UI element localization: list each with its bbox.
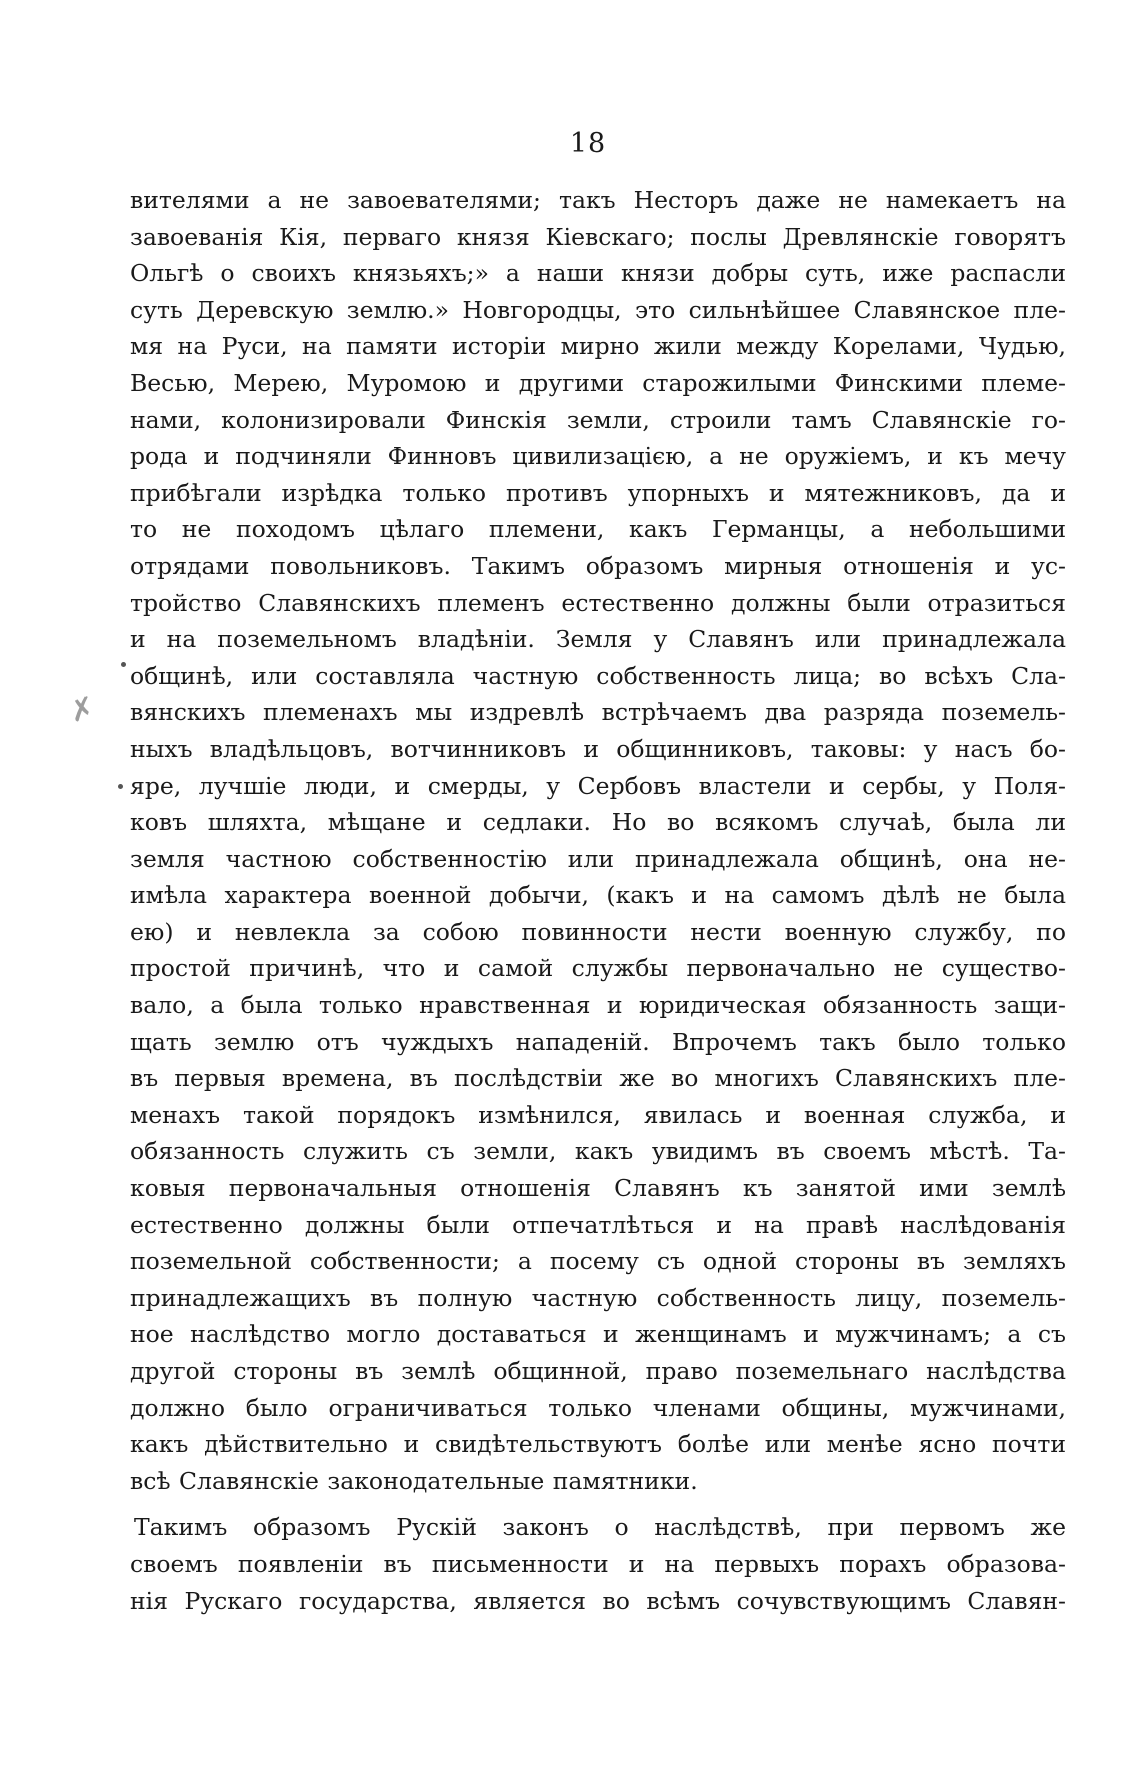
text-line: обязанность служить съ земли, какъ увидимъ въ своемъ мѣстѣ. Та- (130, 1137, 1066, 1166)
text-line: нія Рускаго государства, является во всѣмъ сочувствующимъ Славян- (130, 1586, 1066, 1615)
text-line: завоеванія Кія, перваго князя Кіевскаго; послы Древлянскіе говорятъ (130, 222, 1066, 251)
text-line: нами, колонизировали Финскія земли, строили тамъ Славянскіе го- (130, 405, 1066, 434)
text-line: Весью, Мерею, Муромою и другими старожилыми Финскими племе- (130, 368, 1066, 397)
paragraph-1 (130, 182, 1066, 1499)
text-line: земля частною собственностію или принадлежала общинѣ, она не- (130, 844, 1066, 873)
text-line: естественно должны были отпечатлѣться и на правѣ наслѣдованія (130, 1210, 1066, 1239)
text-line: суть Деревскую землю.» Новгородцы, это сильнѣйшее Славянское пле- (130, 295, 1066, 324)
text-line: ковъ шляхта, мѣщане и седлаки. Но во всякомъ случаѣ, была ли (130, 808, 1066, 837)
text-line: должно было ограничиваться только членами общины, мужчинами, (130, 1393, 1066, 1422)
text-line: щать землю отъ чуждыхъ нападеній. Впрочемъ такъ было только (130, 1027, 1066, 1056)
text-line: Ольгѣ о своихъ князьяхъ;» а наши князи добры суть, иже распасли (130, 259, 1066, 288)
text-line: своемъ появленіи въ письменности и на первыхъ порахъ образова- (130, 1549, 1066, 1578)
text-line: какъ дѣйствительно и свидѣтельствуютъ болѣе или менѣе ясно почти (130, 1430, 1066, 1459)
margin-dot (121, 662, 126, 667)
text-line: другой стороны въ землѣ общинной, право поземельнаго наслѣдства (130, 1357, 1066, 1385)
margin-dot (118, 784, 123, 789)
text-line: ковыя первоначальныя отношенія Славянъ къ занятой ими землѣ (130, 1174, 1066, 1203)
text-line: яре, лучшіе люди, и смерды, у Сербовъ властели и сербы, у Поля- (130, 771, 1066, 800)
text-line: мя на Руси, на памяти исторіи мирно жили между Корелами, Чудью, (130, 332, 1066, 361)
page-number: 18 (569, 128, 607, 159)
text-line: всѣ Славянскіе законодательные памятники. (130, 1466, 698, 1495)
text-line: вало, а была только нравственная и юридическая обязанность защи- (130, 991, 1066, 1020)
body-text (130, 182, 1066, 1619)
text-line: принадлежащихъ въ полную частную собственность лицу, поземель- (130, 1283, 1066, 1312)
text-line: общинѣ, или составляла частную собственность лица; во всѣхъ Сла- (130, 661, 1066, 690)
text-line: отрядами повольниковъ. Такимъ образомъ мирныя отношенія и ус- (130, 551, 1066, 580)
text-line: вителями а не завоевателями; такъ Несторъ даже не намекаетъ на (130, 186, 1066, 214)
text-line: вянскихъ племенахъ мы издревлѣ встрѣчаемъ два разряда поземель- (130, 698, 1066, 727)
text-line: ное наслѣдство могло доставаться и женщинамъ и мужчинамъ; а съ (130, 1320, 1066, 1349)
margin-pencil-mark: ✗ (65, 689, 99, 731)
text-line: менахъ такой порядокъ измѣнился, явилась и военная служба, и (130, 1100, 1066, 1129)
text-line: ею) и невлекла за собою повинности нести военную службу, по (130, 917, 1066, 946)
text-line: Такимъ образомъ Рускій законъ о наслѣдствѣ, при первомъ же (134, 1513, 1066, 1542)
paragraph-2 (130, 1509, 1066, 1619)
text-line: и на поземельномъ владѣніи. Земля у Славянъ или принадлежала (130, 625, 1066, 654)
text-line: простой причинѣ, что и самой службы первоначально не существо- (130, 954, 1066, 983)
text-line: тройство Славянскихъ племенъ естественно должны были отразиться (130, 588, 1066, 617)
text-line: въ первыя времена, въ послѣдствіи же во многихъ Славянскихъ пле- (130, 1064, 1066, 1093)
text-line: поземельной собственности; а посему съ одной стороны въ земляхъ (130, 1247, 1066, 1276)
text-line: ныхъ владѣльцовъ, вотчинниковъ и общинниковъ, таковы: у насъ бо- (130, 734, 1066, 763)
text-line: то не походомъ цѣлаго племени, какъ Германцы, а небольшими (130, 515, 1066, 544)
text-line: рода и подчиняли Финновъ цивилизацією, а не оружіемъ, и къ мечу (130, 442, 1066, 471)
text-line: имѣла характера военной добычи, (какъ и на самомъ дѣлѣ не была (130, 881, 1066, 910)
text-line: прибѣгали изрѣдка только противъ упорныхъ и мятежниковъ, да и (130, 478, 1066, 507)
